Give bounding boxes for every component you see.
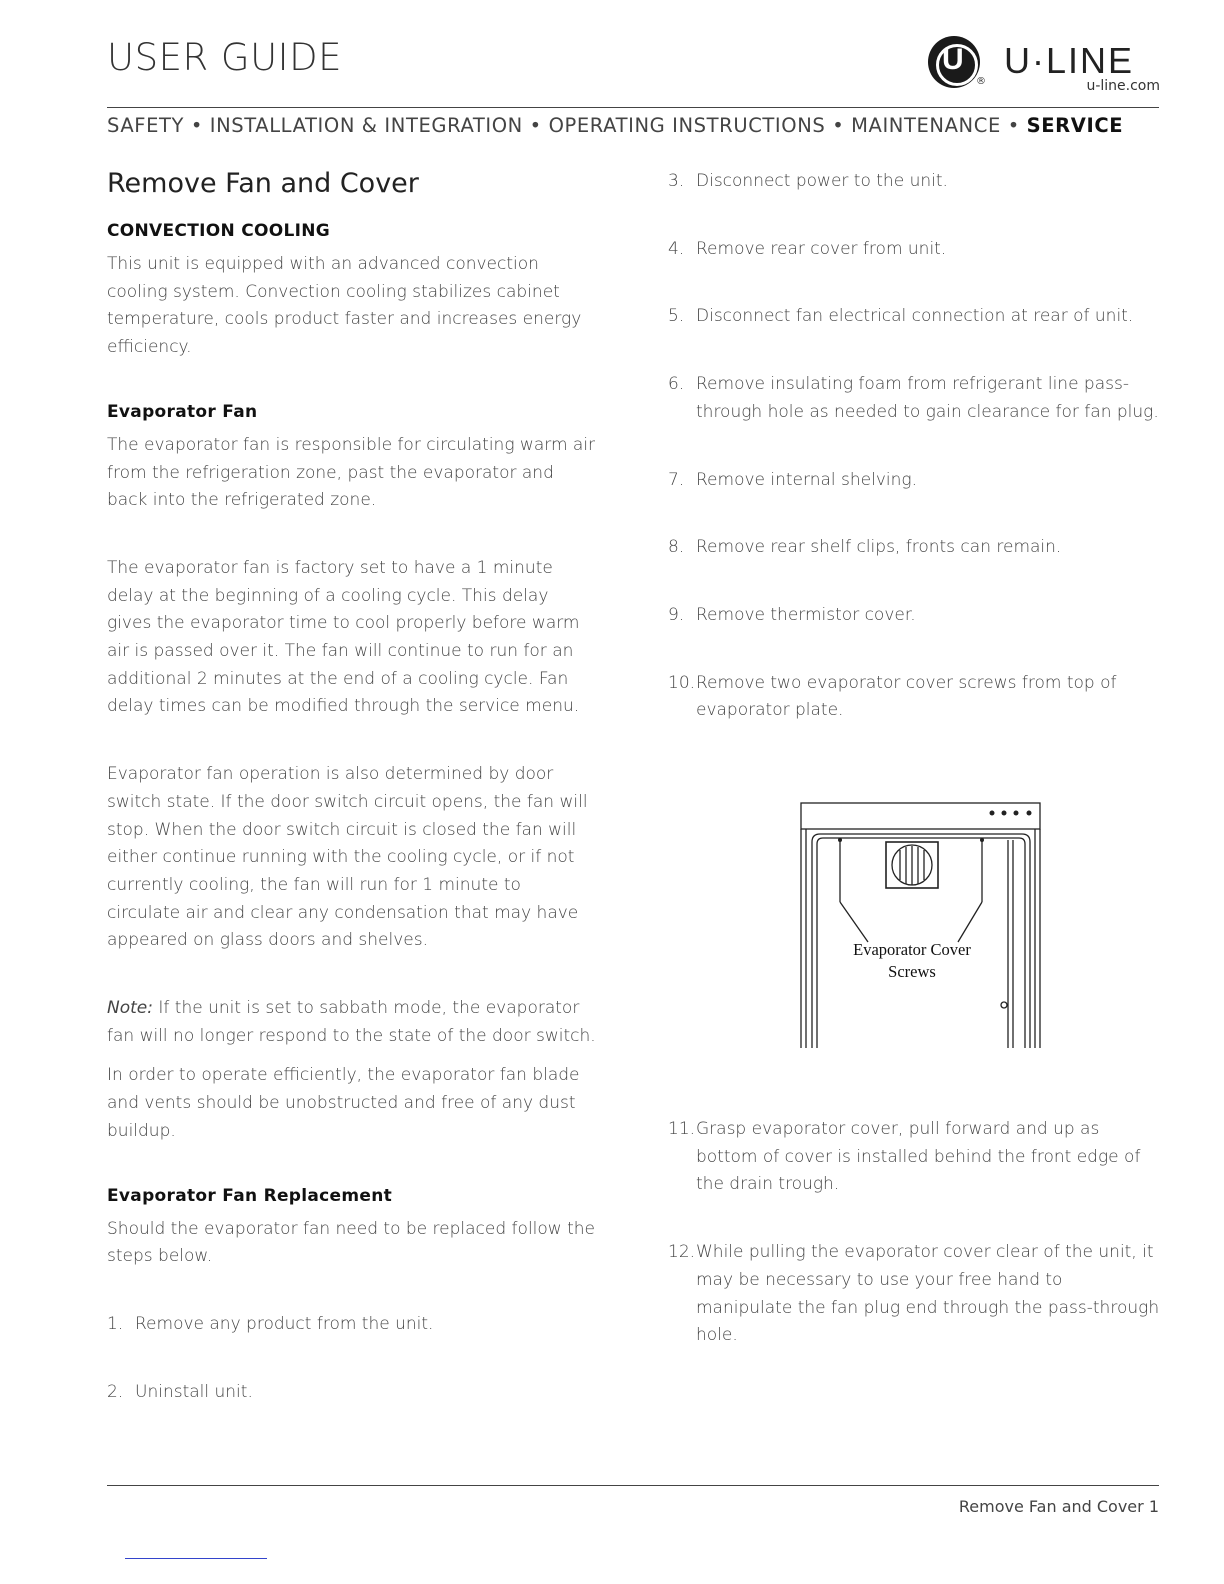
section-nav (107, 114, 1159, 137)
convection-paragraph: This unit is equipped with an advanced convection cooling system. Convection cooling stabilizes cabinet temperature, cools product faster and increases energy efficiency. (107, 254, 582, 358)
evaporator-cover-diagram (800, 802, 1042, 1048)
note-text: If the unit is set to sabbath mode, the evaporator fan will no longer respond to the state of the door switch. (107, 998, 596, 1046)
evaporator-fan-heading: Evaporator Fan (107, 401, 258, 422)
nav-separator: • (825, 114, 852, 137)
step-number: 9. (668, 604, 685, 625)
step-text: Disconnect power to the unit. (696, 171, 948, 191)
figure-label-line-2: Screws (888, 962, 936, 981)
fan-paragraph-2: The evaporator fan is factory set to have a 1 minute delay at the beginning of a cooling cycle. This delay gives the evaporator time to cool properly before warm air is passed over it. The fan will continue to run for an additional 2 minutes at the end of a cooling cycle. Fan delay times can be modified through the service menu. (107, 557, 580, 717)
nav-item-operating: OPERATING INSTRUCTIONS (548, 114, 826, 137)
step-text: Remove two evaporator cover screws from top of evaporator plate. (696, 672, 1117, 721)
footer-divider (107, 1485, 1159, 1486)
step-number: 5. (668, 306, 685, 327)
note-paragraph (107, 995, 597, 1050)
replacement-heading: Evaporator Fan Replacement (107, 1185, 393, 1206)
right-column-lower (668, 1116, 1163, 1350)
nav-separator: • (1000, 114, 1027, 137)
step-number: 7. (668, 469, 685, 490)
step-item (668, 467, 1163, 495)
step-number: 1. (107, 1313, 124, 1334)
nav-separator: • (522, 114, 549, 137)
figure-label-line-1: Evaporator Cover (853, 940, 971, 959)
step-number: 11. (668, 1119, 696, 1139)
step-text: Remove thermistor cover. (696, 604, 916, 625)
registered-mark: ® (976, 76, 986, 87)
step-number: 8. (668, 537, 685, 558)
step-item (668, 303, 1163, 331)
step-number: 6. (668, 374, 685, 395)
note-lead: Note: (107, 998, 153, 1019)
step-item (668, 534, 1163, 562)
step-text: Remove rear shelf clips, fronts can remain. (696, 537, 1062, 558)
header-divider (107, 107, 1159, 108)
step-item (668, 1116, 1163, 1199)
step-number: 4. (668, 238, 685, 259)
step-item (668, 236, 1163, 264)
step-text: Remove internal shelving. (696, 469, 917, 490)
step-item (668, 371, 1163, 426)
step-text: Uninstall unit. (135, 1381, 253, 1402)
step-text: Remove rear cover from unit. (696, 238, 947, 259)
step-item (668, 670, 1163, 725)
fan-paragraph-1: The evaporator fan is responsible for circulating warm air from the refrigeration zone, past the evaporator and back into the refrigerated zone. (107, 434, 596, 511)
left-column (107, 168, 597, 1406)
step-item (668, 602, 1163, 630)
logo-wordmark: U·LINE (1004, 40, 1135, 81)
step-item (107, 1311, 597, 1339)
nav-item-safety: SAFETY (107, 114, 185, 137)
step-number: 3. (668, 171, 685, 191)
convection-heading: CONVECTION COOLING (107, 221, 331, 241)
step-item (668, 168, 1163, 196)
step-number: 2. (107, 1381, 124, 1402)
nav-item-service-active: SERVICE (1026, 114, 1124, 137)
step-text: Remove any product from the unit. (135, 1313, 434, 1334)
step-item (107, 1379, 597, 1407)
logo-mark-letter: U (942, 43, 964, 76)
step-text: Disconnect fan electrical connection at rear of unit. (696, 306, 1134, 327)
page-heading: Remove Fan and Cover (107, 168, 419, 199)
step-number: 12. (668, 1242, 696, 1263)
nav-item-maintenance: MAINTENANCE (851, 114, 1001, 137)
step-text: Remove insulating foam from refrigerant line pass-through hole as needed to gain clearance for fan plug. (696, 374, 1159, 422)
step-item (668, 1239, 1163, 1350)
replacement-paragraph: Should the evaporator fan need to be replaced follow the steps below. (107, 1218, 595, 1267)
evaporator-diagram-icon (800, 802, 1042, 1048)
right-column (668, 168, 1163, 725)
footer-page-label: Remove Fan and Cover 1 (958, 1497, 1159, 1516)
nav-item-installation: INSTALLATION & INTEGRATION (209, 114, 523, 137)
uline-logo (928, 36, 1160, 96)
step-text: Grasp evaporator cover, pull forward and up as bottom of cover is installed behind the front edge of the drain trough. (696, 1119, 1141, 1195)
step-number: 10. (668, 672, 696, 693)
logo-url: u-line.com (1086, 78, 1160, 94)
step-text: While pulling the evaporator cover clear of the unit, it may be necessary to use your free hand to manipulate the fan plug end through the pass-through hole. (696, 1242, 1160, 1346)
fan-paragraph-4: In order to operate efficiently, the evaporator fan blade and vents should be unobstructed and free of any dust buildup. (107, 1065, 580, 1141)
footer-link-underline (125, 1558, 267, 1559)
nav-separator: • (184, 114, 210, 137)
guide-title: USER GUIDE (107, 36, 342, 79)
fan-paragraph-3: Evaporator fan operation is also determined by door switch state. If the door switch circuit opens, the fan will stop. When the door switch circuit is closed the fan will either continue running with the cooling cycle, or if not currently cooling, the fan will run for 1 minute to circulate air and clear any condensation that may have appeared on glass doors and shelves. (107, 764, 588, 951)
